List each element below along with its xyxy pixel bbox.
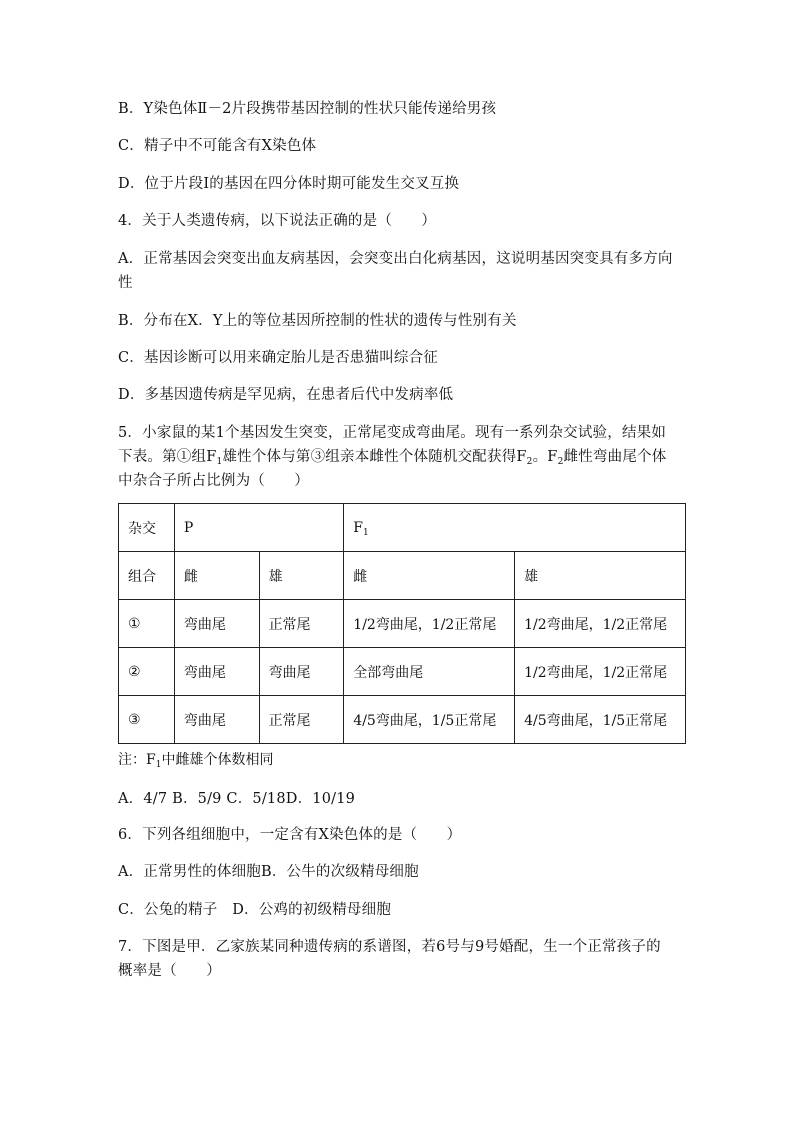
row-p-female: 弯曲尾 — [174, 696, 259, 744]
header-cross: 杂交 — [119, 504, 175, 552]
header-f1 — [344, 504, 686, 552]
header-p: P — [174, 504, 343, 552]
q6-stem: 6．下列各组细胞中，一定含有X染色体的是（ ） — [118, 827, 462, 843]
row-f1-female: 4/5弯曲尾，1/5正常尾 — [344, 696, 515, 744]
row-id: ① — [119, 600, 175, 648]
header-f1-female: 雌 — [344, 552, 515, 600]
header-f1-male: 雄 — [515, 552, 686, 600]
note-text: 中雌雄个体数相同 — [161, 752, 274, 768]
table-row — [119, 648, 686, 696]
row-id: ② — [119, 648, 175, 696]
q5-text: 。F — [532, 449, 558, 465]
table-row — [119, 600, 686, 648]
q4-option-d: D．多基因遗传病是罕见病，在患者后代中发病率低 — [118, 387, 454, 403]
header-group: 组合 — [119, 552, 175, 600]
q5-stem-line1: 5．小家鼠的某1个基因发生突变，正常尾变成弯曲尾。现有一系列杂交试验，结果如 — [118, 425, 667, 441]
note-text: 注：F — [118, 752, 156, 768]
row-f1-male: 1/2弯曲尾，1/2正常尾 — [515, 600, 686, 648]
row-f1-male: 4/5弯曲尾，1/5正常尾 — [515, 696, 686, 744]
header-f1-text: F — [353, 519, 363, 536]
subscript: 1 — [363, 527, 369, 538]
q4-option-a-line1: A．正常基因会突变出血友病基因，会突变出白化病基因，这说明基因突变具有多方向 — [118, 251, 673, 267]
q6-options-ab: A．正常男性的体细胞B．公牛的次级精母细胞 — [118, 864, 419, 880]
subscript: 1 — [216, 457, 223, 467]
table-row — [119, 696, 686, 744]
q5-stem-line2 — [118, 445, 666, 466]
subscript: 2 — [557, 457, 564, 467]
header-p-female: 雌 — [174, 552, 259, 600]
row-p-male: 正常尾 — [259, 696, 344, 744]
row-p-female: 弯曲尾 — [174, 600, 259, 648]
q4-option-c: C．基因诊断可以用来确定胎儿是否患猫叫综合征 — [118, 350, 438, 366]
subscript: 1 — [155, 760, 162, 770]
q5-text: 雌性弯曲尾个体 — [563, 449, 667, 465]
q6-options-cd: C．公兔的精子 D．公鸡的初级精母细胞 — [118, 902, 392, 918]
q4-option-a-line2: 性 — [118, 275, 133, 291]
q5-options: A．4/7 B．5/9 C．5/18D．10/19 — [118, 791, 356, 807]
q7-stem-line1: 7．下图是甲．乙家族某同种遗传病的系谱图，若6号与9号婚配，生一个正常孩子的 — [118, 939, 661, 955]
row-f1-female: 全部弯曲尾 — [344, 648, 515, 696]
row-p-male: 正常尾 — [259, 600, 344, 648]
q5-text: 雄性个体与第③组亲本雌性个体随机交配获得F — [222, 449, 527, 465]
row-f1-male: 1/2弯曲尾，1/2正常尾 — [515, 648, 686, 696]
table-note — [118, 749, 273, 769]
q3-option-d: D．位于片段Ⅰ的基因在四分体时期可能发生交叉互换 — [118, 176, 460, 192]
q5-stem-line3: 中杂合子所占比例为（ ） — [118, 473, 310, 489]
cross-result-table — [118, 503, 686, 744]
q7-stem-line2: 概率是（ ） — [118, 963, 221, 979]
row-id: ③ — [119, 696, 175, 744]
row-f1-female: 1/2弯曲尾，1/2正常尾 — [344, 600, 515, 648]
table-header-row — [119, 504, 686, 552]
q5-text: 下表。第①组F — [118, 449, 217, 465]
q4-option-b: B．分布在X．Y上的等位基因所控制的性状的遗传与性别有关 — [118, 313, 517, 329]
row-p-female: 弯曲尾 — [174, 648, 259, 696]
table-subheader-row — [119, 552, 686, 600]
row-p-male: 弯曲尾 — [259, 648, 344, 696]
q3-option-c: C．精子中不可能含有X染色体 — [118, 138, 317, 154]
header-p-male: 雄 — [259, 552, 344, 600]
subscript: 2 — [526, 457, 533, 467]
q4-stem: 4．关于人类遗传病，以下说法正确的是（ ） — [118, 213, 437, 229]
q3-option-b: B．Y染色体Ⅱ－2片段携带基因控制的性状只能传递给男孩 — [118, 101, 497, 117]
